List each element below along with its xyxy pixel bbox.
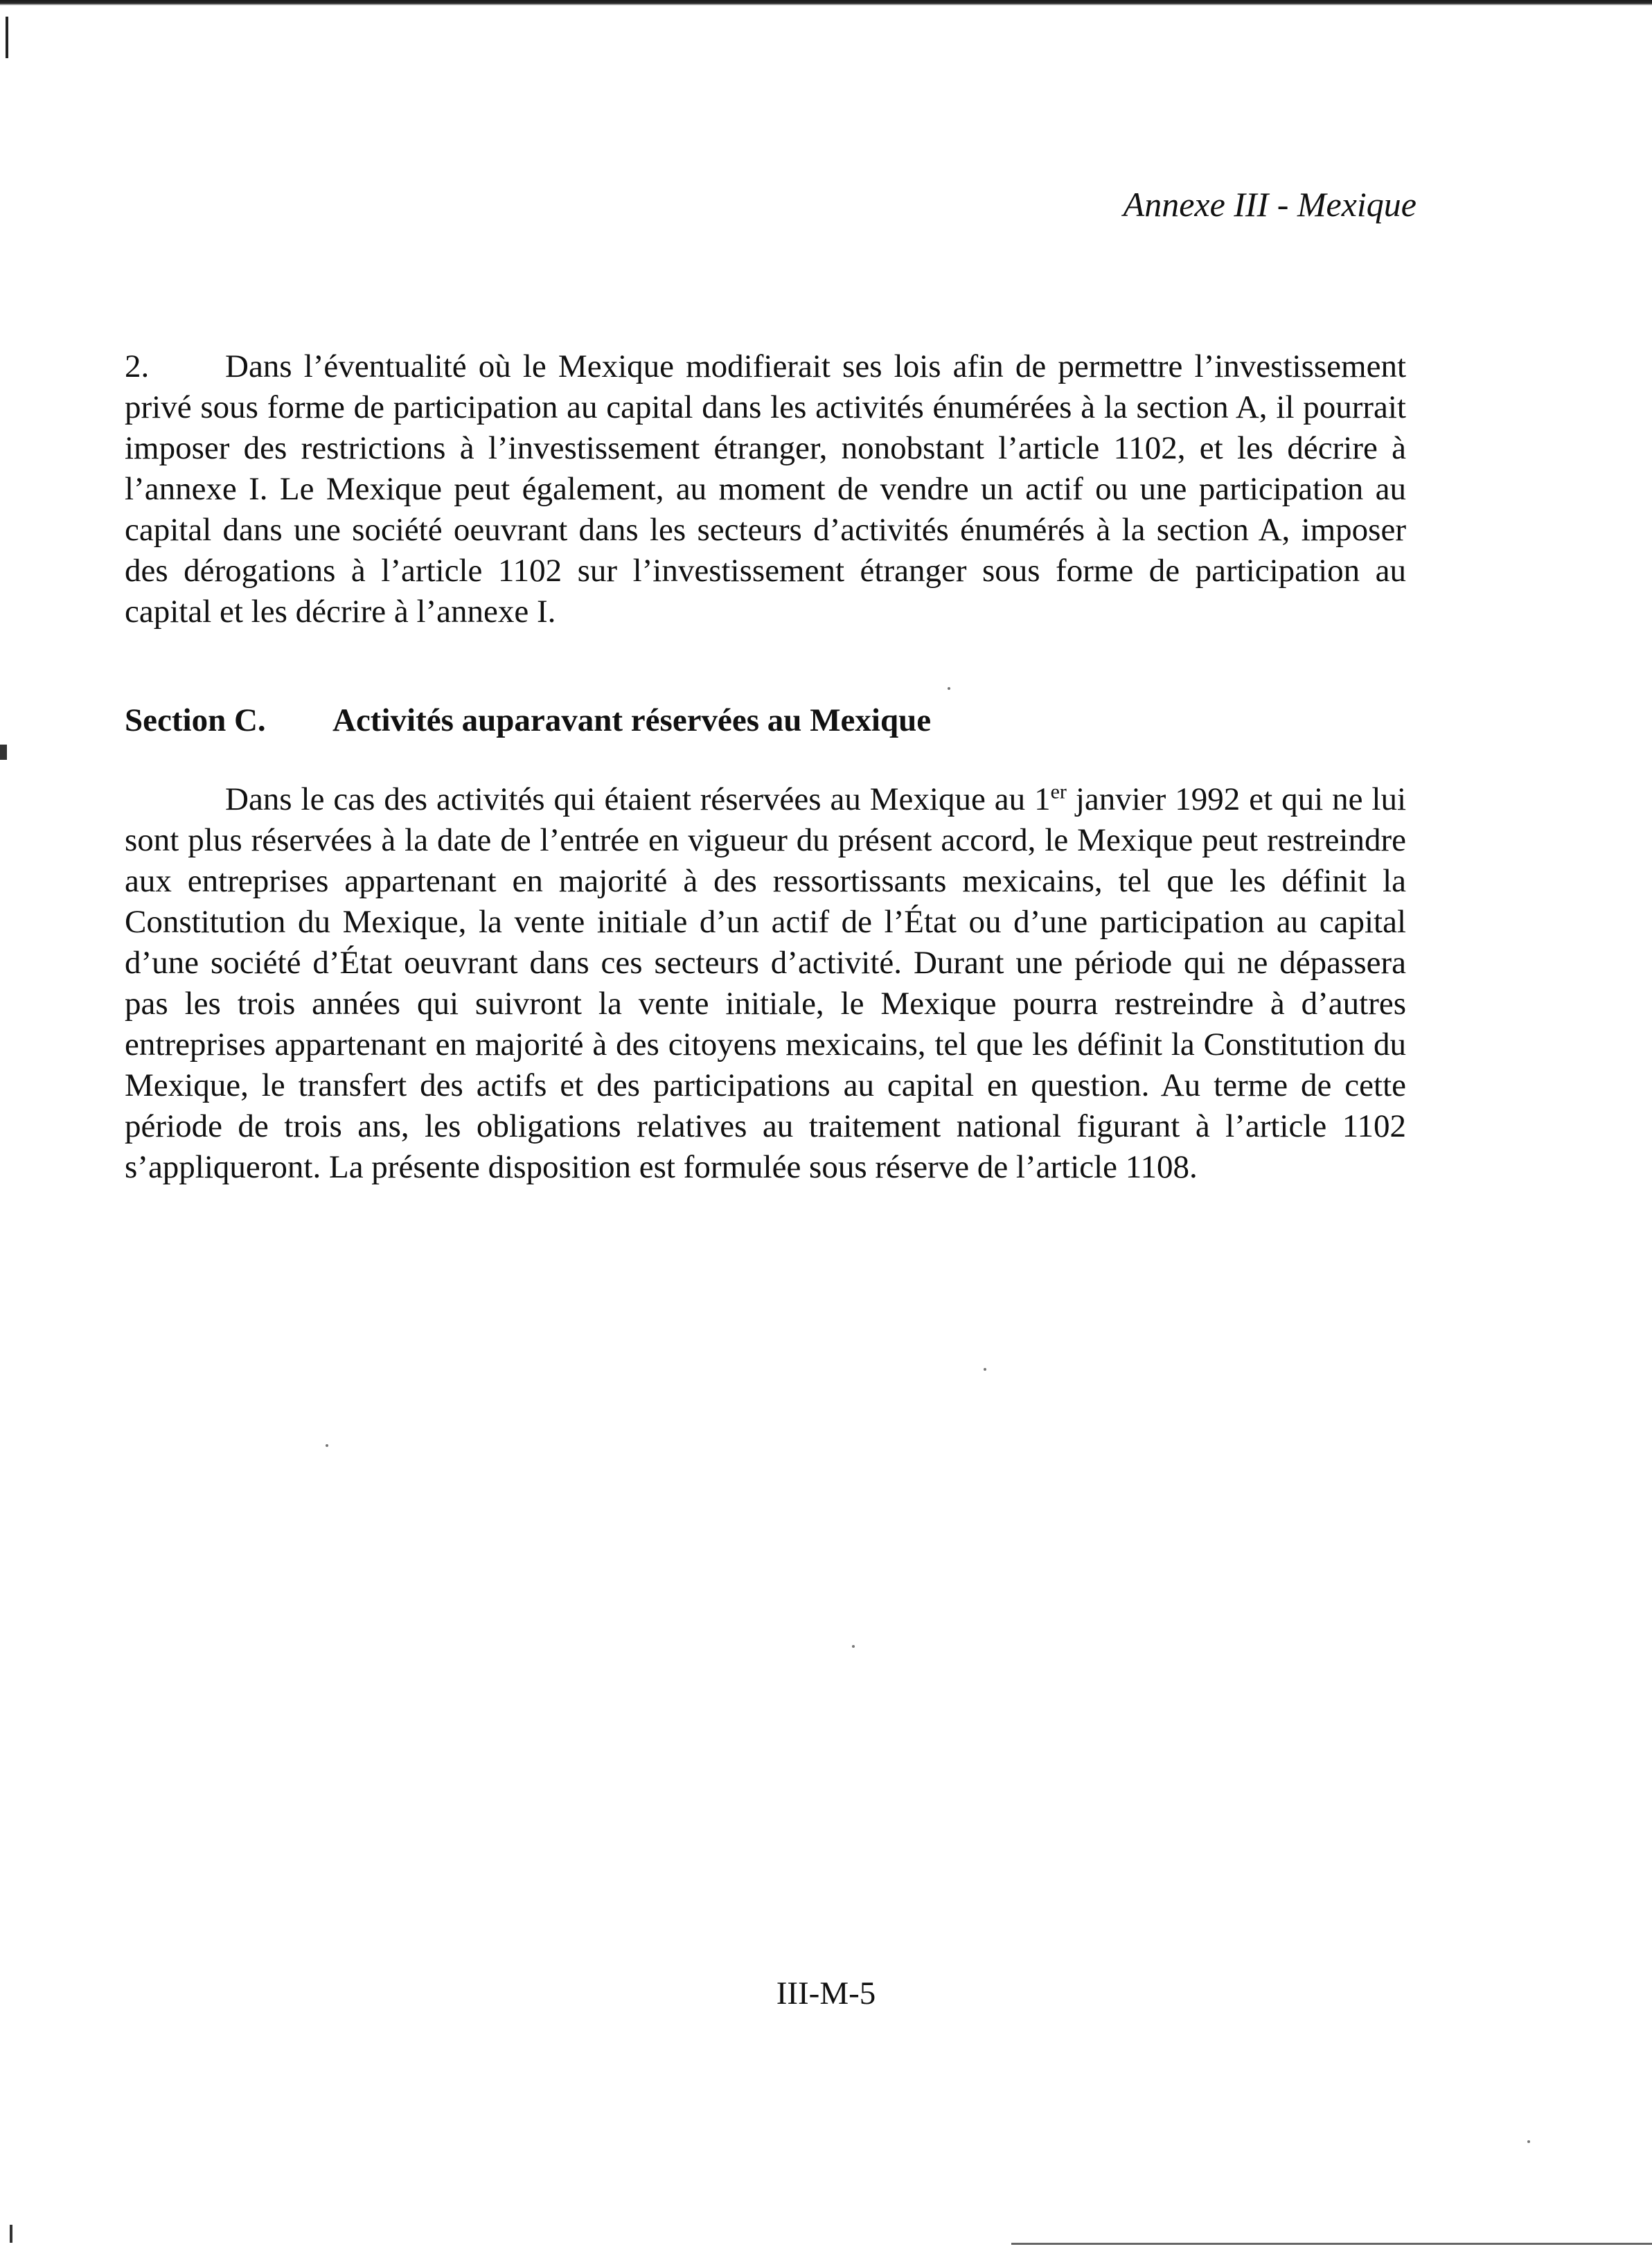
- section-c-paragraph: [125, 779, 1406, 1188]
- scan-speck: [852, 1645, 855, 1648]
- scan-left-mark: [6, 17, 8, 58]
- scan-bottom-left-mark: [10, 2225, 12, 2243]
- scan-speck: [326, 1444, 328, 1447]
- section-title: Activités auparavant réservées au Mexique: [332, 702, 932, 738]
- date-superscript: er: [1050, 780, 1067, 803]
- paragraph-2: [125, 346, 1406, 632]
- paragraph-text: Dans l’éventualité où le Mexique modifierait ses lois afin de permettre l’investissement privé sous forme de participation au capital dans les activités énumérées à la section A, il pourrait imposer des restrictions à l’investissement étranger, nonobstant l’article 1102, et les décrire à l’annexe I. Le Mexique peut également, au moment de vendre un actif ou une participation au capital dans une société oeuvrant dans les secteurs d’activités énumérés à la section A, imposer des dérogations à l’article 1102 sur l’investissement étranger sous forme de participation au capital et les décrire à l’annexe I.: [125, 348, 1406, 630]
- paragraph-number: 2.: [125, 348, 150, 384]
- scan-speck: [948, 687, 950, 690]
- section-label: Section C.: [125, 702, 266, 738]
- scan-speck: [1527, 2140, 1530, 2143]
- scan-bottom-line: [1011, 2243, 1652, 2245]
- paragraph-text-part-2: janvier 1992 et qui ne lui sont plus réservées à la date de l’entrée en vigueur du présent accord, le Mexique peut restreindre aux entreprises appartenant en majorité à des ressortissants mexicains, tel que les définit la Constitution du Mexique, la vente initiale d’un actif de l’État ou d’une participation au capital d’une société d’État oeuvrant dans ces secteurs d’activité. Durant une période qui ne dépassera pas les trois années qui suivront la vente initiale, le Mexique pourra restreindre à d’autres entreprises appartenant en majorité à des citoyens mexicains, tel que les définit la Constitution du Mexique, le transfert des actifs et des participations au capital en question. Au terme de cette période de trois ans, les obligations relatives au traitement national figurant à l’article 1102 s’appliqueront. La présente disposition est formulée sous réserve de l’article 1108.: [125, 781, 1407, 1185]
- scan-top-edge: [0, 0, 1652, 6]
- section-heading: [125, 701, 931, 740]
- page-number: III-M-5: [776, 1975, 876, 2011]
- scan-speck: [984, 1368, 986, 1371]
- running-header: Annexe III - Mexique: [1123, 185, 1416, 224]
- paragraph-text-part-1: Dans le cas des activités qui étaient réservées au Mexique au 1: [225, 781, 1051, 817]
- scan-left-notch: [0, 745, 7, 760]
